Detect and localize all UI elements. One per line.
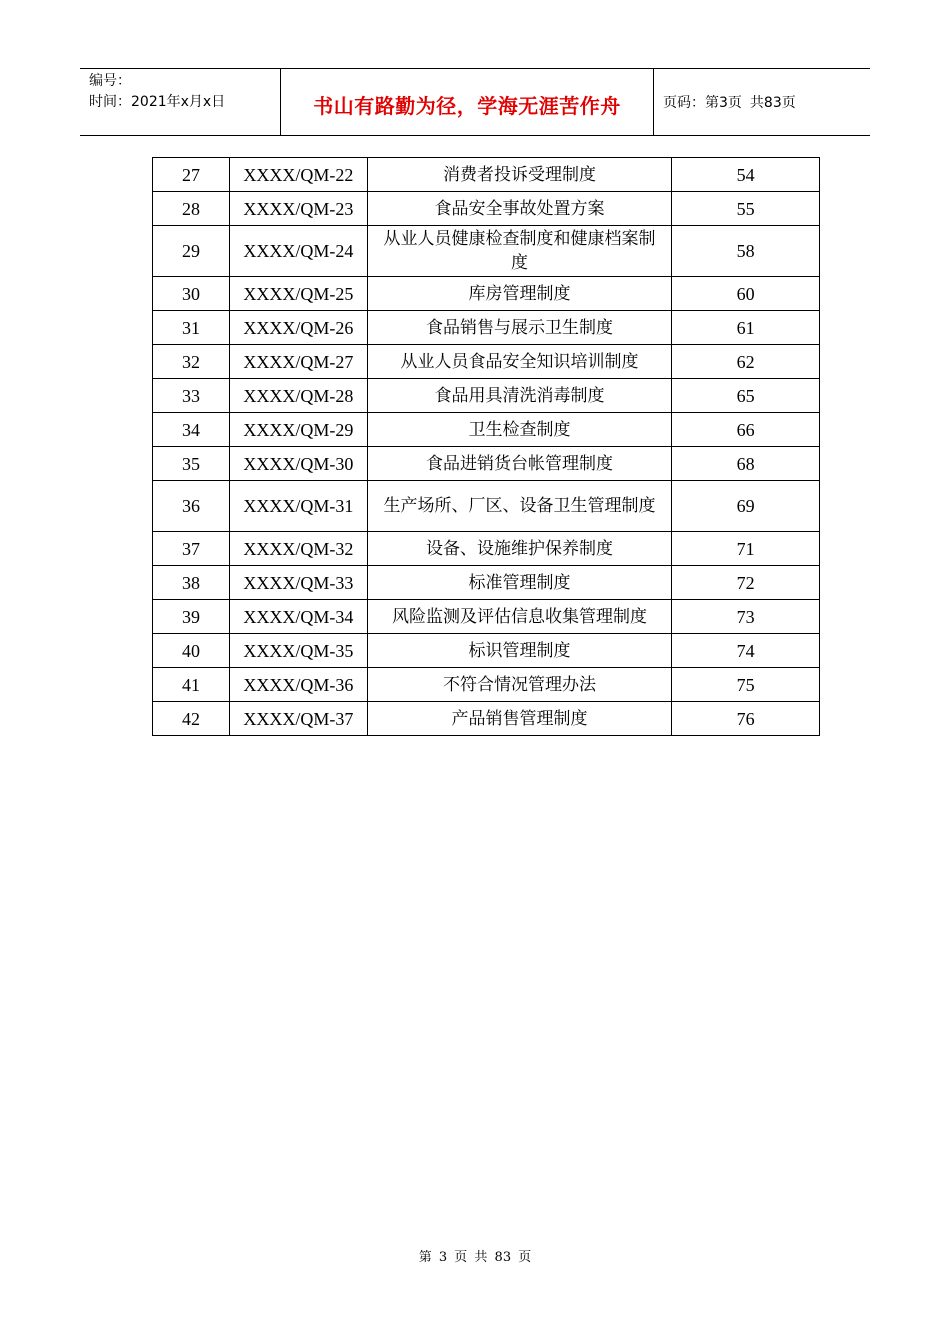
number-label: 编号： <box>89 73 131 89</box>
document-title: 食品安全事故处置方案 <box>367 192 671 226</box>
document-code: XXXX/QM-32 <box>229 532 367 566</box>
header-info-cell <box>80 69 281 135</box>
document-title: 不符合情况管理办法 <box>367 668 671 702</box>
page-number: 68 <box>672 447 820 481</box>
table-row <box>153 668 820 702</box>
document-title: 库房管理制度 <box>367 277 671 311</box>
document-title: 标准管理制度 <box>367 566 671 600</box>
document-code: XXXX/QM-22 <box>229 158 367 192</box>
document-code: XXXX/QM-23 <box>229 192 367 226</box>
page-number: 62 <box>672 345 820 379</box>
row-number: 29 <box>153 226 230 277</box>
page-number: 74 <box>672 634 820 668</box>
total-pages-label: 共83页 <box>749 95 796 111</box>
document-code: XXXX/QM-24 <box>229 226 367 277</box>
document-code: XXXX/QM-36 <box>229 668 367 702</box>
header-motto-cell <box>281 69 654 135</box>
document-code: XXXX/QM-31 <box>229 481 367 532</box>
document-title: 风险监测及评估信息收集管理制度 <box>367 600 671 634</box>
document-code: XXXX/QM-27 <box>229 345 367 379</box>
page-number: 72 <box>672 566 820 600</box>
row-number: 42 <box>153 702 230 736</box>
page-number: 69 <box>672 481 820 532</box>
row-number: 35 <box>153 447 230 481</box>
document-title: 卫生检查制度 <box>367 413 671 447</box>
row-number: 27 <box>153 158 230 192</box>
row-number: 39 <box>153 600 230 634</box>
row-number: 37 <box>153 532 230 566</box>
document-title: 标识管理制度 <box>367 634 671 668</box>
row-number: 41 <box>153 668 230 702</box>
document-code: XXXX/QM-28 <box>229 379 367 413</box>
document-title: 食品用具清洗消毒制度 <box>367 379 671 413</box>
page-number: 71 <box>672 532 820 566</box>
row-number: 34 <box>153 413 230 447</box>
document-title: 生产场所、厂区、设备卫生管理制度 <box>367 481 671 532</box>
table-row <box>153 634 820 668</box>
row-number: 40 <box>153 634 230 668</box>
page-footer <box>0 1246 950 1265</box>
page-label: 页码：第3页 <box>663 95 742 111</box>
page-number: 55 <box>672 192 820 226</box>
row-number: 38 <box>153 566 230 600</box>
document-title: 消费者投诉受理制度 <box>367 158 671 192</box>
toc-table <box>152 157 820 736</box>
page-header <box>80 68 870 136</box>
document-code: XXXX/QM-29 <box>229 413 367 447</box>
table-row <box>153 447 820 481</box>
table-row <box>153 600 820 634</box>
document-code: XXXX/QM-25 <box>229 277 367 311</box>
document-code: XXXX/QM-35 <box>229 634 367 668</box>
table-row <box>153 158 820 192</box>
table-row <box>153 192 820 226</box>
table-row <box>153 532 820 566</box>
document-code: XXXX/QM-26 <box>229 311 367 345</box>
table-row <box>153 481 820 532</box>
page-number: 61 <box>672 311 820 345</box>
table-row <box>153 702 820 736</box>
document-code: XXXX/QM-33 <box>229 566 367 600</box>
motto-text: 书山有路勤为径，学海无涯苦作舟 <box>313 93 621 118</box>
document-title: 设备、设施维护保养制度 <box>367 532 671 566</box>
row-number: 33 <box>153 379 230 413</box>
document-code: XXXX/QM-34 <box>229 600 367 634</box>
row-number: 36 <box>153 481 230 532</box>
footer-page-text: 第 3 页 共 83 页 <box>418 1250 532 1265</box>
document-code: XXXX/QM-37 <box>229 702 367 736</box>
table-row <box>153 226 820 277</box>
row-number: 32 <box>153 345 230 379</box>
document-code: XXXX/QM-30 <box>229 447 367 481</box>
time-label: 时间：2021年x月x日 <box>89 94 226 110</box>
document-title: 食品销售与展示卫生制度 <box>367 311 671 345</box>
row-number: 30 <box>153 277 230 311</box>
row-number: 31 <box>153 311 230 345</box>
table-row <box>153 345 820 379</box>
page-number: 60 <box>672 277 820 311</box>
page-number: 73 <box>672 600 820 634</box>
row-number: 28 <box>153 192 230 226</box>
document-title: 从业人员食品安全知识培训制度 <box>367 345 671 379</box>
table-row <box>153 311 820 345</box>
document-title: 从业人员健康检查制度和健康档案制度 <box>367 226 671 277</box>
table-row <box>153 566 820 600</box>
page-number: 54 <box>672 158 820 192</box>
page-number: 65 <box>672 379 820 413</box>
document-title: 产品销售管理制度 <box>367 702 671 736</box>
table-row <box>153 277 820 311</box>
header-page-cell <box>654 69 870 135</box>
page-number: 66 <box>672 413 820 447</box>
page-number: 76 <box>672 702 820 736</box>
page-number: 75 <box>672 668 820 702</box>
table-row <box>153 413 820 447</box>
table-row <box>153 379 820 413</box>
toc-body <box>153 158 820 736</box>
document-title: 食品进销货台帐管理制度 <box>367 447 671 481</box>
page-number: 58 <box>672 226 820 277</box>
